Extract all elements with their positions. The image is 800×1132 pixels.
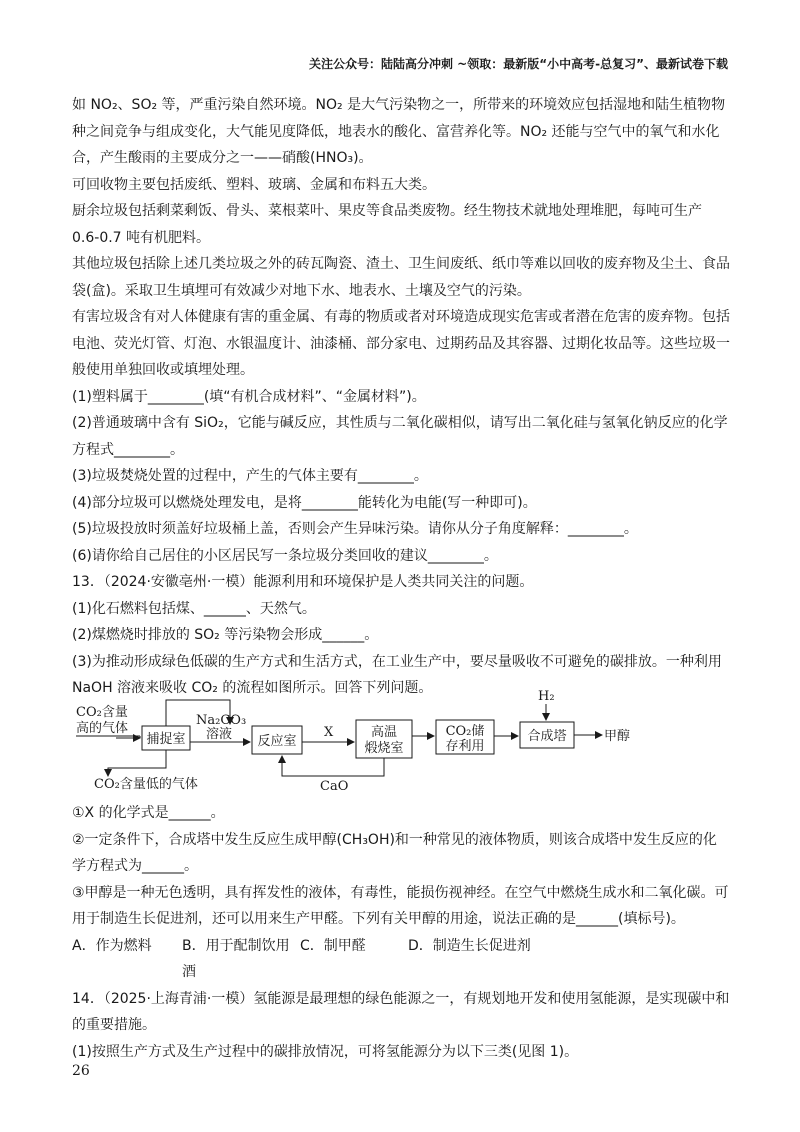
question-13-3-3: ③甲醇是一种无色透明，具有挥发性的液体，有毒性，能损伤视神经。在空气中燃烧生成水和二氧化碳。可用于制造生长促进剂，还可以用来生产甲醛。下列有关甲醇的用途，说法正确的是______(填标号)。 (72, 884, 729, 927)
question-13-title: 13．（2024·安徽亳州·一模）能源利用和环境保护是人类共同关注的问题。 (72, 574, 534, 590)
paragraph-recyclables: 可回收物主要包括废纸、塑料、玻璃、金属和布料五大类。 (72, 176, 436, 193)
option-b: B．用于配制饮用酒 (182, 937, 290, 980)
question-12-6: (6)请你给自己居住的小区居民写一条垃圾分类回收的建议________。 (72, 547, 498, 564)
question-14-1: (1)按照生产方式及生产过程中的碳排放情况，可将氢能源分为以下三类(见图 1)。 (72, 1043, 579, 1060)
box-calcine-label-line1: 高温 (370, 725, 398, 740)
low-co2-label: CO₂含量低的气体 (94, 777, 198, 792)
question-12-2: (2)普通玻璃中含有 SiO₂，它能与碱反应，其性质与二氧化碳相似，请写出二氧化硅与氢氧化钠反应的化学方程式________。 (72, 415, 728, 458)
question-14-title: 14．（2025·上海青浦·一模）氢能源是最理想的绿色能源之一，有规划地开发和使用氢能源，是实现碳中和的重要措施。 (72, 990, 730, 1033)
page-number: 26 (72, 1063, 90, 1079)
question-12-4: (4)部分垃圾可以燃烧处理发电，是将________能转化为电能(写一种即可)。 (72, 494, 537, 511)
paragraph-other-waste: 其他垃圾包括除上述几类垃圾之外的砖瓦陶瓷、渣土、卫生间废纸、纸巾等难以回收的废弃物及尘土、食品袋(盒)。采取卫生填埋可有效减少对地下水、地表水、土壤及空气的污染。 (72, 256, 730, 299)
option-c: C．制甲醛 (300, 937, 366, 954)
box-storage-label-line2: 存利用 (445, 739, 485, 754)
box-storage-label-line1: CO₂储 (445, 724, 485, 739)
paragraph-hazardous-waste: 有害垃圾含有对人体健康有害的重金属、有毒的物质或者对环境造成现实危害或者潜在危害的废弃物。包括电池、荧光灯管、灯泡、水银温度计、油漆桶、部分家电、过期药品及其容器、过期化妆品等。这些垃圾一般使用单独回收或填埋处理。 (72, 309, 730, 378)
na2co3-label-line2: 溶液 (206, 727, 233, 742)
paragraph-no2-effects: 如 NO₂、SO₂ 等，严重污染自然环境。NO₂ 是大气污染物之一，所带来的环境效应包括湿地和陆生植物物种之间竞争与组成变化，大气能见度降低，地表水的酸化、富营养化等。NO₂ 还能与空气中的氧气和水化合，产生酸雨的主要成分之一——硝酸(HNO₃)。 (72, 97, 726, 166)
question-12-1: (1)塑料属于________(填“有机合成材料”、“金属材料”)。 (72, 388, 426, 405)
main-text-continued (72, 800, 730, 1065)
question-12-3: (3)垃圾焚烧处置的过程中，产生的气体主要有________。 (72, 468, 428, 484)
x-label: X (324, 725, 334, 740)
h2-label: H₂ (538, 689, 555, 704)
question-13-1: (1)化石燃料包括煤、______、天然气。 (72, 600, 316, 617)
box-synthesis-label: 合成塔 (527, 729, 567, 744)
cao-label: CaO (320, 779, 349, 794)
box-reaction-label: 反应室 (257, 734, 297, 749)
input-label-line1: CO₂含量 (76, 705, 128, 720)
arrow-capture-to-low-co2 (108, 750, 166, 776)
option-d: D．制造生长促进剂 (408, 937, 531, 954)
methanol-output-label: 甲醇 (604, 729, 631, 744)
box-capture-label: 捕捉室 (146, 732, 186, 747)
answer-options (72, 933, 730, 986)
na2co3-label-line1: Na₂CO₃ (196, 713, 247, 728)
question-13-3-2: ②一定条件下，合成塔中发生反应生成甲醇(CH₃OH)和一种常见的液体物质，则该合成塔中发生反应的化学方程式为______。 (72, 831, 717, 874)
co2-capture-flow-diagram (72, 686, 672, 798)
page-header: 关注公众号：陆陆高分冲刺 ~领取：最新版“小中高考-总复习”、最新试卷下载 (309, 57, 728, 71)
question-13-3: (3)为推动形成绿色低碳的生产方式和生活方式，在工业生产中，要尽量吸收不可避免的碳排放。一种利用 NaOH 溶液来吸收 CO₂ 的流程如图所示。回答下列问题。 (72, 653, 722, 696)
arrow-calcine-to-reaction (282, 756, 384, 776)
box-calcine-label-line2: 煅烧室 (364, 741, 404, 756)
option-a: A．作为燃料 (72, 937, 152, 954)
paragraph-kitchen-waste: 厨余垃圾包括剩菜剩饭、骨头、菜根菜叶、果皮等食品类废物。经生物技术就地处理堆肥，每吨可生产 0.6-0.7 吨有机肥料。 (72, 203, 702, 246)
flow-diagram-svg (72, 686, 672, 798)
input-label-line2: 高的气体 (76, 721, 129, 736)
main-text (72, 92, 730, 702)
question-13-3-1: ①X 的化学式是______。 (72, 805, 225, 821)
question-12-5: (5)垃圾投放时须盖好垃圾桶上盖，否则会产生异味污染。请你从分子角度解释：________。 (72, 521, 638, 537)
question-13-2: (2)煤燃烧时排放的 SO₂ 等污染物会形成______。 (72, 627, 379, 643)
